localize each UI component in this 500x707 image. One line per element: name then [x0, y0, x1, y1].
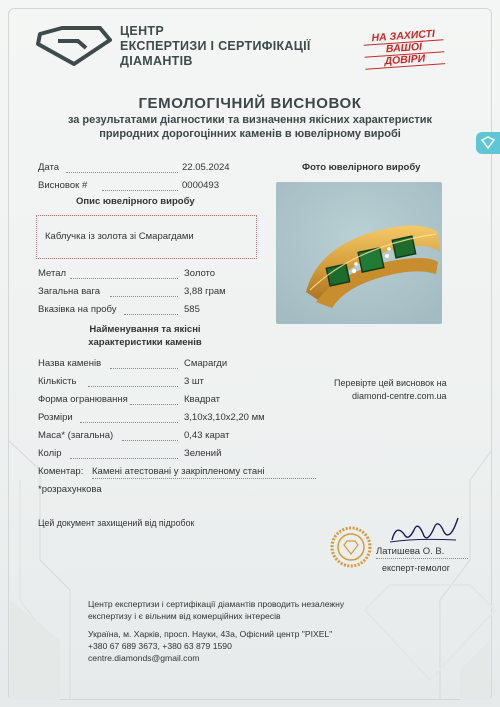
diamond-logo-icon — [34, 26, 114, 66]
dotted-leader — [102, 190, 178, 191]
dotted-leader — [80, 422, 178, 423]
size-value: 3,10х3,10х2,20 мм — [184, 412, 265, 423]
date-label: Дата — [38, 162, 60, 173]
description-heading: Опис ювелірного виробу — [76, 196, 195, 207]
weight-value: 3,88 грам — [184, 286, 226, 297]
org-name-line1: ЦЕНТР — [120, 24, 164, 38]
dotted-leader — [110, 368, 178, 369]
protected-note: Цей документ захищений від підробок — [38, 518, 195, 528]
footer-line1: Центр експертизи і сертифікації діамантів проводить незалежну — [88, 599, 345, 609]
document-title: ГЕМОЛОГІЧНИЙ ВИСНОВОК — [138, 95, 362, 112]
footer-line2: експертизу і є вільним від комерційних інтересів — [88, 611, 281, 621]
stamp-line2: ВАШОЇ — [364, 40, 445, 58]
photo-caption: Фото ювелірного виробу — [302, 162, 421, 173]
stones-heading-line2: характеристики каменів — [88, 337, 202, 348]
count-value: 3 шт — [184, 376, 204, 387]
count-label: Кількість — [38, 376, 77, 387]
conclusion-label: Висновок # — [38, 180, 88, 191]
signer-name: Латишева О. В. — [376, 546, 445, 557]
description-box — [36, 215, 257, 259]
signature-scribble — [386, 512, 464, 548]
stones-heading-line1: Найменування та якісні — [89, 324, 201, 335]
comment-label: Коментар: — [38, 466, 84, 477]
assay-value: 585 — [184, 304, 200, 315]
ring-photo — [276, 182, 442, 324]
signer-role: експерт-гемолог — [382, 563, 451, 573]
mass-value: 0,43 карат — [184, 430, 230, 441]
dotted-leader — [130, 404, 178, 405]
metal-value: Золото — [184, 268, 216, 279]
dotted-leader — [92, 478, 316, 479]
color-value: Зелений — [184, 448, 222, 459]
trust-stamp — [363, 28, 445, 67]
cut-label: Форма огранювання — [38, 394, 128, 405]
signature-line — [376, 558, 468, 559]
footer-phones: +380 67 689 3673, +380 63 879 1590 — [88, 641, 232, 651]
document-subtitle-line2: природних дорогоцінних каменів в ювелірному виробі — [99, 128, 401, 140]
dotted-leader — [122, 440, 178, 441]
stamp-line3: ДОВІРИ — [365, 52, 446, 70]
footer-address: Україна, м. Харків, просп. Науки, 43а, Офісний центр "PIXEL" — [88, 629, 333, 639]
document-subtitle-line1: за результатами діагностики та визначення якісних характеристик — [67, 114, 433, 126]
footer-email[interactable]: centre.diamonds@gmail.com — [88, 653, 200, 663]
org-name-line2: ЕКСПЕРТИЗИ І СЕРТИФІКАЦІЇ — [120, 39, 311, 53]
date-value: 22.05.2024 — [182, 162, 230, 173]
conclusion-value: 0000493 — [182, 180, 219, 191]
weight-label: Загальна вага — [38, 286, 100, 297]
assay-label: Вказівка на пробу — [38, 304, 117, 315]
stone-name-value: Смарагди — [184, 358, 228, 369]
stone-name-label: Назва каменів — [38, 358, 102, 369]
footnote: *розрахункова — [38, 484, 102, 495]
ring-image — [276, 182, 442, 324]
dotted-leader — [70, 278, 178, 279]
certification-seal-icon — [330, 526, 372, 568]
dotted-leader — [88, 386, 178, 387]
dotted-leader — [70, 458, 178, 459]
size-label: Розміри — [38, 412, 73, 423]
verify-line1: Перевірте цей висновок на — [334, 378, 447, 388]
dotted-leader — [124, 314, 178, 315]
stamp-line1: НА ЗАХИСТІ — [363, 28, 444, 46]
dotted-leader — [110, 296, 178, 297]
mass-label: Маса* (загальна) — [38, 430, 114, 441]
verify-link[interactable]: diamond-centre.com.ua — [352, 391, 447, 401]
description-value: Каблучка із золота зі Смарагдами — [45, 231, 194, 242]
dotted-leader — [66, 172, 178, 173]
org-name-line3: ДІАМАНТІВ — [120, 54, 193, 68]
color-label: Колір — [38, 448, 62, 459]
metal-label: Метал — [38, 268, 67, 279]
comment-value: Камені атестовані у закріпленому стані — [92, 466, 265, 477]
cut-value: Квадрат — [184, 394, 221, 405]
